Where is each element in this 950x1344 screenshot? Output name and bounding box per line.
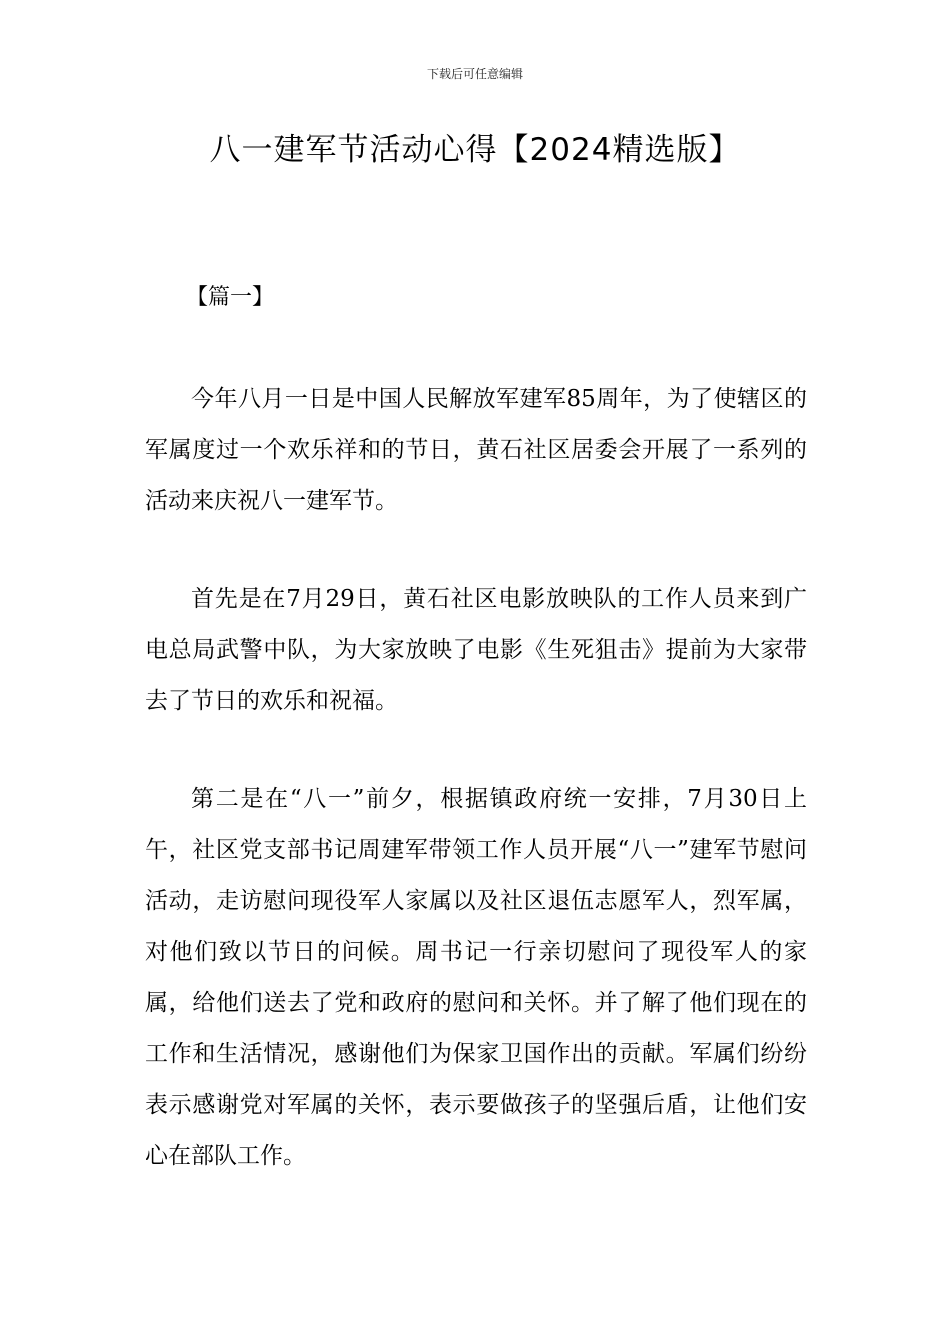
paragraph-3: 第二是在“八一”前夕，根据镇政府统一安排，7月30日上午，社区党支部书记周建军带领工作人员开展“八一”建军节慰问活动，走访慰问现役军人家属以及社区退伍志愿军人，烈军属，对他们致以节日的问候。周书记一行亲切慰问了现役军人的家属，给他们送去了党和政府的慰问和关怀。并了解了他们现在的工作和生活情况，感谢他们为保家卫国作出的贡献。军属们纷纷表示感谢党对军属的关怀，表示要做孩子的坚强后盾，让他们安心在部队工作。	[145, 786, 807, 1169]
paragraph-1: 今年八月一日是中国人民解放军建军85周年，为了使辖区的军属度过一个欢乐祥和的节日，黄石社区居委会开展了一系列的活动来庆祝八一建军节。	[145, 386, 807, 514]
section-label: 【篇一】	[186, 285, 275, 310]
paragraph-2: 首先是在7月29日，黄石社区电影放映队的工作人员来到广电总局武警中队，为大家放映了电影《生死狙击》提前为大家带去了节日的欢乐和祝福。	[145, 586, 807, 714]
header-note: 下载后可任意编辑	[426, 67, 523, 81]
document-title: 八一建军节活动心得【2024精选版】	[209, 132, 741, 168]
